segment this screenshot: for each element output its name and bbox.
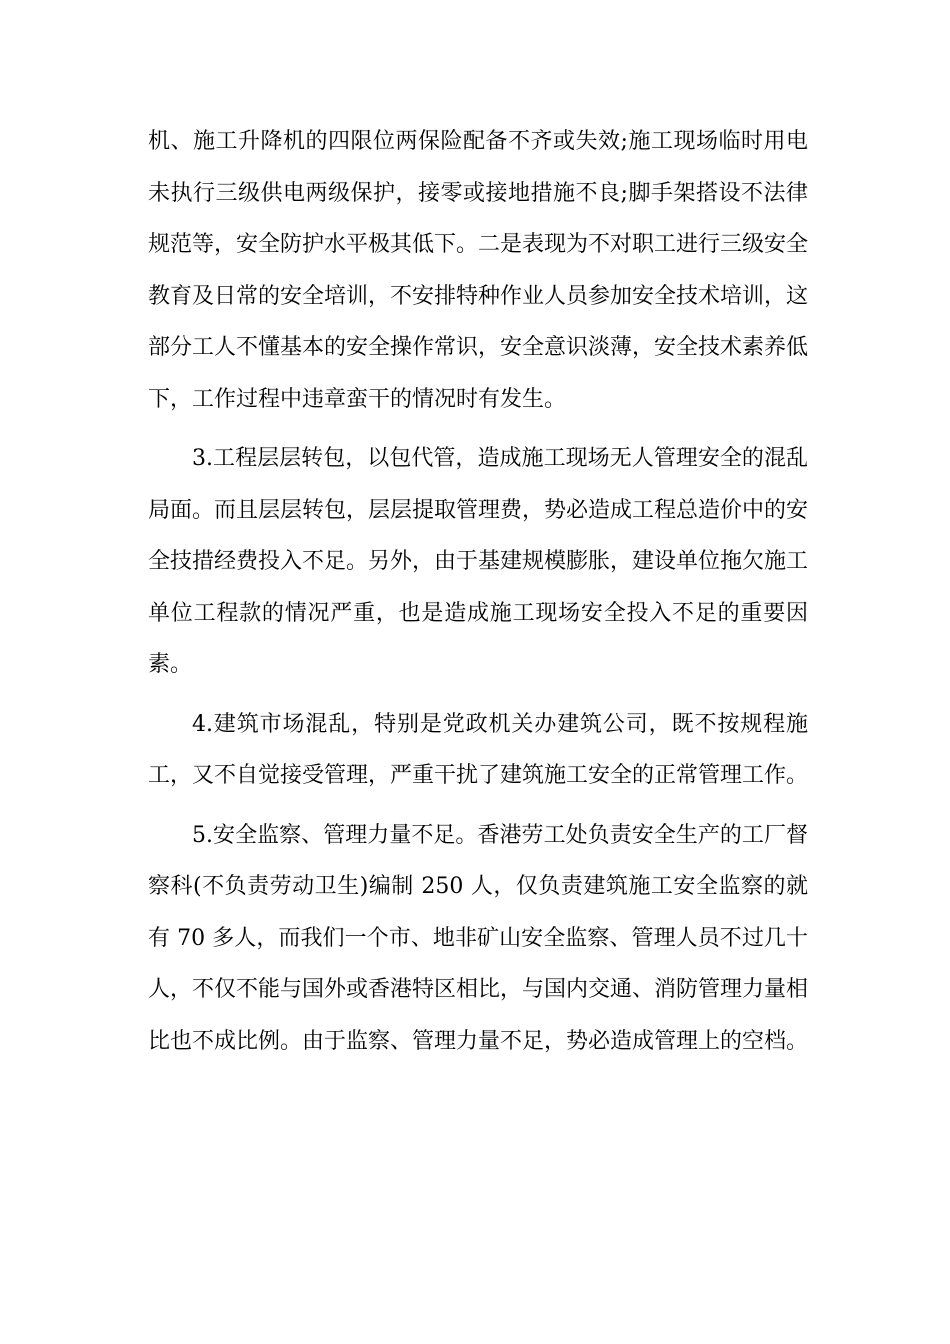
document-page — [148, 116, 808, 1067]
paragraph-item-4: 4.建筑市场混乱，特别是党政机关办建筑公司，既不按规程施工，又不自觉接受管理，严重干扰了建筑施工安全的正常管理工作。 — [148, 711, 809, 788]
paragraph-continued: 机、施工升降机的四限位两保险配备不齐或失效;施工现场临时用电未执行三级供电两级保护，接零或接地措施不良;脚手架搭设不法律规范等，安全防护水平极其低下。二是表现为不对职工进行三级安全教育及日常的安全培训，不安排特种作业人员参加安全技术培训，这部分工人不懂基本的安全操作常识，安全意识淡薄，安全技术素养低下，工作过程中违章蛮干的情况时有发生。 — [148, 129, 809, 412]
paragraph-item-5: 5.安全监察、管理力量不足。香港劳工处负责安全生产的工厂督察科(不负责劳动卫生)编制 250 人，仅负责建筑施工安全监察的就有 70 多人，而我们一个市、地非矿山安全监察、管理人员不过几十人，不仅不能与国外或香港特区相比，与国内交通、消防管理力量相比也不成比例。由于监察、管理力量不足，势必造成管理上的空档。 — [148, 822, 809, 1054]
paragraph-item-3: 3.工程层层转包，以包代管，造成施工现场无人管理安全的混乱局面。而且层层转包，层层提取管理费，势必造成工程总造价中的安全技措经费投入不足。另外，由于基建规模膨胀，建设单位拖欠施工单位工程款的情况严重，也是造成施工现场安全投入不足的重要因素。 — [148, 446, 809, 677]
